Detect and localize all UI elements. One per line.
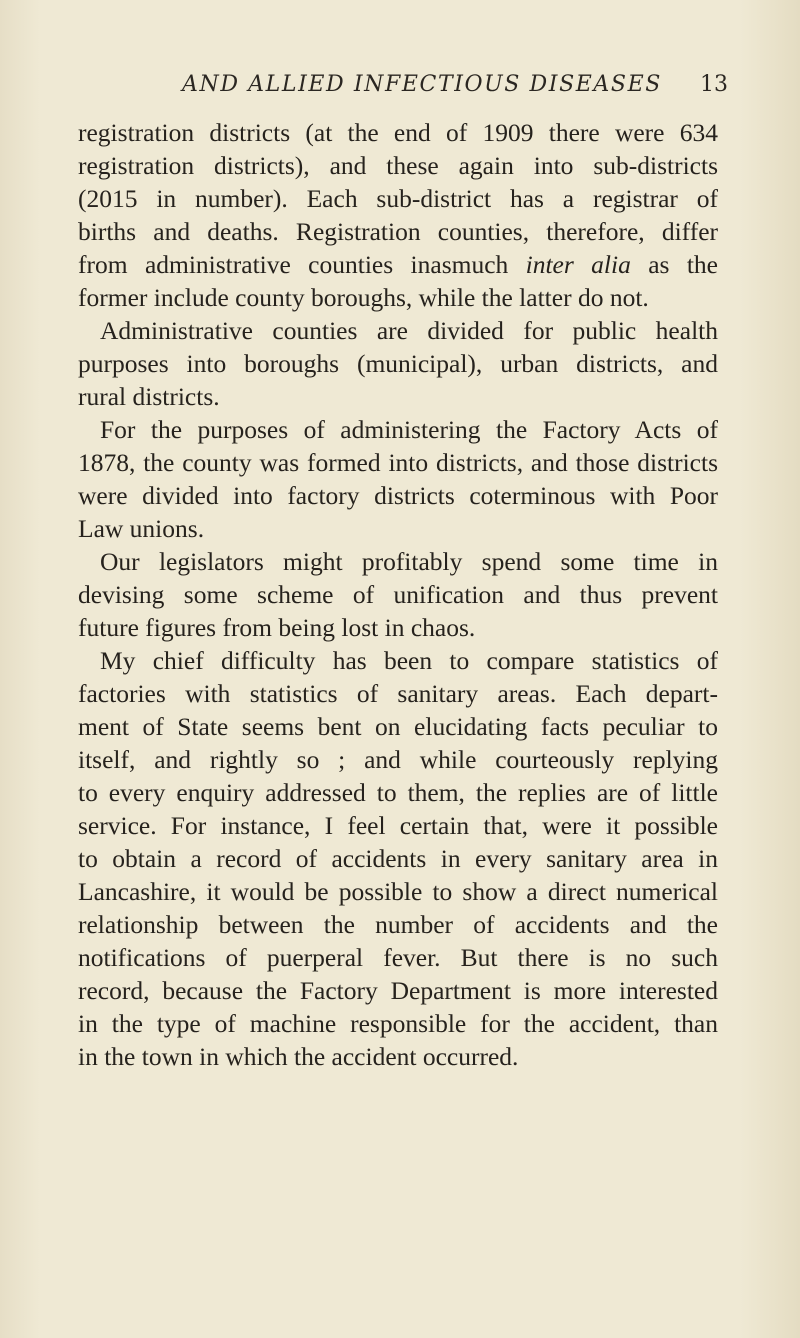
text-line: former include county boroughs, while the latter do not.	[78, 283, 649, 312]
paragraph-start-line: Administrative counties are divided for public health	[100, 316, 718, 345]
paragraph-start-line: Our legislators might profitably spend some time in	[100, 547, 718, 576]
body-text	[78, 116, 718, 1073]
paragraph-start-line: My chief difficulty has been to compare statistics of	[100, 646, 718, 675]
text-line: record, because the Factory Department is more interested	[78, 976, 718, 1005]
text-line: factories with statistics of sanitary areas. Each depart-	[78, 679, 718, 708]
text-line: 1878, the county was formed into districts, and those districts	[78, 448, 718, 477]
text-line: purposes into boroughs (municipal), urban districts, and	[78, 349, 718, 378]
text-line: service. For instance, I feel certain that, were it possible	[78, 811, 718, 840]
running-head	[0, 72, 800, 106]
text-line: future figures from being lost in chaos.	[78, 613, 476, 642]
running-head-title: AND ALLIED INFECTIOUS DISEASES	[182, 72, 662, 97]
text-line: relationship between the number of accidents and the	[78, 910, 718, 939]
text-line: to obtain a record of accidents in every sanitary area in	[78, 844, 718, 873]
text-line: births and deaths. Registration counties, therefore, differ	[78, 217, 718, 246]
text-line: registration districts (at the end of 1909 there were 634	[78, 118, 718, 147]
text-line: to every enquiry addressed to them, the replies are of little	[78, 778, 718, 807]
text-line: in the type of machine responsible for the accident, than	[78, 1009, 718, 1038]
italic-phrase: inter alia	[525, 250, 631, 279]
text-line: (2015 in number). Each sub-district has a registrar of	[78, 184, 718, 213]
paragraph-start-line: For the purposes of administering the Factory Acts of	[100, 415, 718, 444]
text-line: Law unions.	[78, 514, 205, 543]
text-line: registration districts), and these again into sub-districts	[78, 151, 718, 180]
text-line: rural districts.	[78, 382, 220, 411]
text-line	[78, 248, 718, 281]
text-line: devising some scheme of unification and thus prevent	[78, 580, 718, 609]
text-line: itself, and rightly so ; and while courteously replying	[78, 745, 718, 774]
text-line: Lancashire, it would be possible to show a direct numerical	[78, 877, 718, 906]
page-number: 13	[700, 72, 728, 97]
text-line: in the town in which the accident occurred.	[78, 1042, 519, 1071]
text-line: notifications of puerperal fever. But there is no such	[78, 943, 718, 972]
text-fragment: from administrative counties inasmuch	[78, 250, 526, 279]
text-fragment: as the	[630, 250, 718, 279]
text-line: were divided into factory districts coterminous with Poor	[78, 481, 718, 510]
text-line: ment of State seems bent on elucidating facts peculiar to	[78, 712, 718, 741]
